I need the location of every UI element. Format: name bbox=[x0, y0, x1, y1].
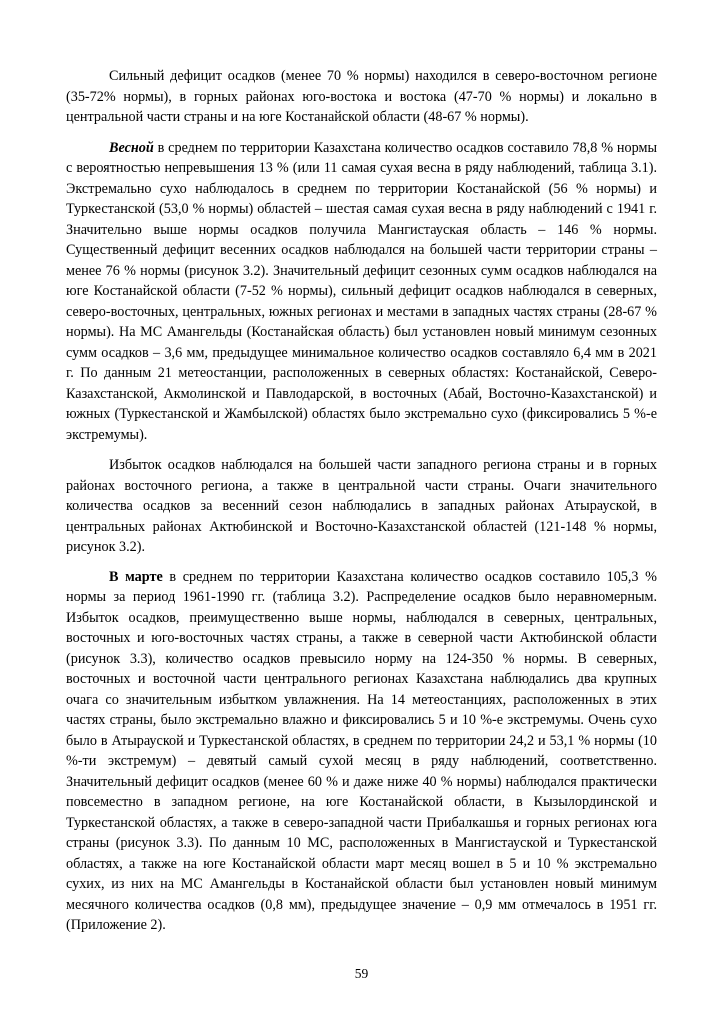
page-number: 59 bbox=[354, 966, 369, 981]
paragraph-text: Сильный дефицит осадков (менее 70 % нормы) находился в северо-восточном регионе (35-72% нормы), в горных районах юго-востока и востока (47-70 % нормы) и локально в центральной части страны и на юге Костанайской области (48-67 % нормы). bbox=[66, 68, 657, 125]
paragraph-lead-spring: Весной bbox=[109, 139, 154, 156]
paragraph-march bbox=[66, 567, 657, 936]
document-page bbox=[66, 66, 657, 936]
paragraph-text: в среднем по территории Казахстана количество осадков составило 78,8 % нормы с вероятностью непревышения 13 % (или 11 самая сухая весна в ряду наблюдений, таблица 3.1). Экстремально сухо наблюдалось в среднем по территории Костанайской (56 % нормы) и Туркестанской (53,0 % нормы) областей – шестая самая сухая весна в ряду наблюдений с 1941 г. Значительно выше нормы осадков получила Мангистауская область – 146 % нормы. Существенный дефицит весенних осадков наблюдался на большей части территории страны – менее 76 % нормы (рисунок 3.2). Значительный дефицит сезонных сумм осадков наблюдался на юге Костанайской области (7-52 % нормы), сильный дефицит осадков наблюдался в северных, северо-восточных, центральных, южных регионах и местами в западных частях страны (28-67 % нормы). На МС Амангельды (Костанайская область) был установлен новый минимум сезонных сумм осадков – 3,6 мм, предыдущее минимальное количество осадков составляло 6,4 мм в 2021 г. По данным 21 метеостанции, расположенных в северных областях: Костанайской, Северо-Казахстанской, Акмолинской и Павлодарской, в восточных (Абай, Восточно-Казахстанской) и южных (Туркестанской и Жамбылской) областях было экстремально сухо (фиксировались 5 %-е экстремумы). bbox=[66, 139, 657, 443]
paragraph-text: Избыток осадков наблюдался на большей части западного региона страны и в горных районах восточного региона, а также в центральной части страны. Очаги значительного количества осадков за весенний сезон наблюдались в западных районах Атырауской, в центральных районах Актюбинской и Восточно-Казахстанской областей (121-148 % нормы, рисунок 3.2). bbox=[66, 457, 657, 555]
paragraph-text: в среднем по территории Казахстана количество осадков составило 105,3 % нормы за период 1961-1990 гг. (таблица 3.2). Распределение осадков было неравномерным. Избыток осадков, преимущественно выше нормы, наблюдался в северных, центральных, восточных и юго-восточных частях страны, а также в северной части Актюбинской области (рисунок 3.3), количество осадков превысило норму на 124-350 % нормы. В северных, восточных и восточной части центрального регионах Казахстана наблюдались два крупных очага со значительным избытком увлажнения. На 14 метеостанциях, расположенных в этих частях страны, было экстремально влажно и фиксировались 5 и 10 %-е экстремумы. Очень сухо было в Атырауской и Туркестанской областях, в среднем по территории 24,2 и 53,1 % нормы (10 %-ти экстремум) – девятый самый сухой месяц в ряду наблюдений, соответственно. Значительный дефицит осадков (менее 60 % и даже ниже 40 % нормы) наблюдался практически повсеместно в западном регионе, на юге Костанайской области, в Кызылординской и Туркестанской областях, а также в северо-западной части Прибалкашья и горных регионах юга страны (рисунок 3.3). По данным 10 МС, расположенных в Мангистауской и Туркестанской областях, а также на юге Костанайской области март месяц вошел в 5 и 10 % экстремально сухих, из них на МС Амангельды в Костанайской области был установлен новый минимум месячного количества осадков (0,8 мм), предыдущее значение – 0,9 мм отмечалось в 1951 гг. (Приложение 2). bbox=[66, 568, 657, 933]
paragraph-lead-march: В марте bbox=[109, 568, 163, 585]
paragraph-excess bbox=[66, 455, 657, 558]
paragraph-deficit-summary bbox=[66, 66, 657, 128]
paragraph-spring bbox=[66, 138, 657, 446]
